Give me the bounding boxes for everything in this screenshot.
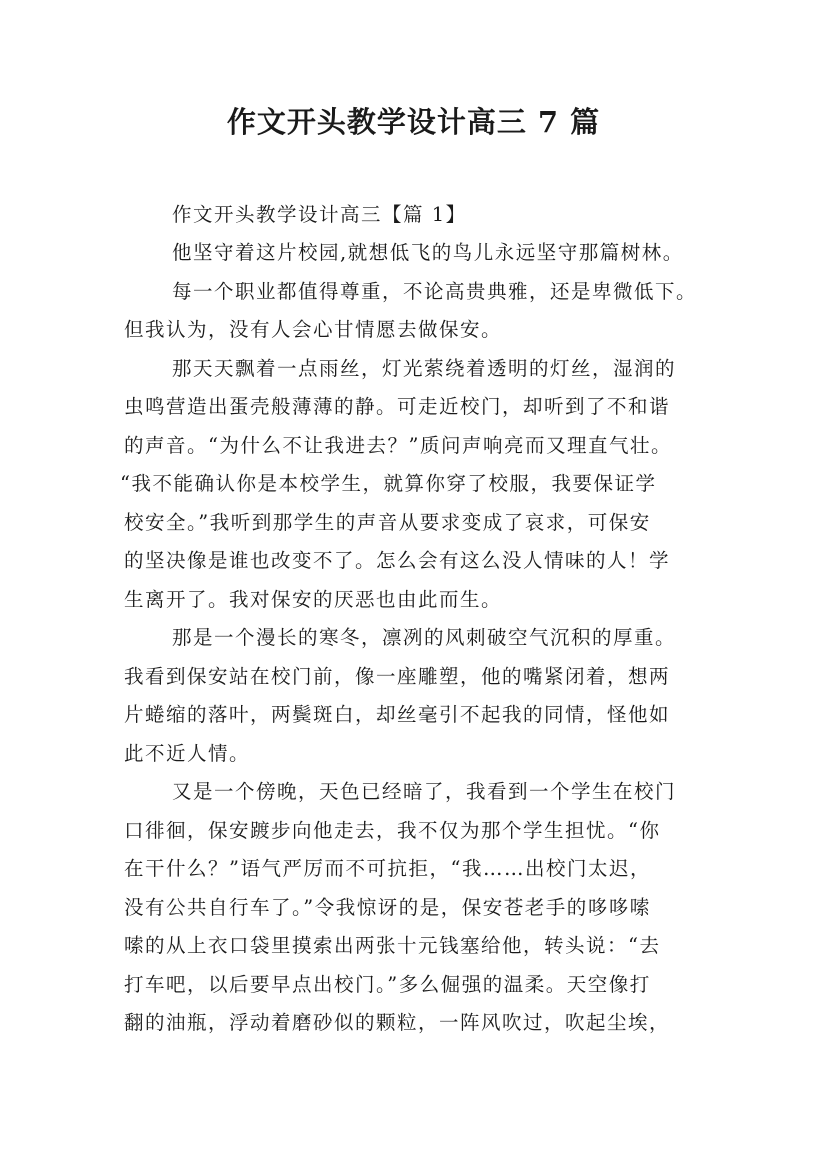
paragraph-line: 但我认为，没有人会心甘情愿去做保安。 [124,318,503,341]
paragraph-line: 片蜷缩的落叶，两鬓斑白，却丝毫引不起我的同情，怪他如 [124,703,671,726]
paragraph-line: 那是一个漫长的寒冬，凛冽的风刺破空气沉积的厚重。 [172,626,677,649]
paragraph-line: 在干什么？”语气严厉而不可抗拒，“我……出校门太迟， [124,857,651,880]
paragraph-line: 那天天飘着一点雨丝，灯光萦绕着透明的灯丝，湿润的 [172,357,677,380]
paragraph-line: “我不能确认你是本校学生，就算你穿了校服，我要保证学 [120,472,657,495]
paragraph-line: 每一个职业都值得尊重，不论高贵典雅，还是卑微低下。 [172,280,698,303]
paragraph-line: 生离开了。我对保安的厌恶也由此而生。 [124,588,503,611]
paragraph-line: 的声音。“为什么不让我进去？”质问声响亮而又理直气壮。 [124,434,672,457]
paragraph-line: 校安全。”我听到那学生的声音从要求变成了哀求，可保安 [124,511,651,534]
paragraph-line: 又是一个傍晚，天色已经暗了，我看到一个学生在校门 [172,780,677,803]
paragraph-line: 此不近人情。 [124,742,251,765]
paragraph-line: 打车吧，以后要早点出校门。”多么倔强的温柔。天空像打 [124,973,651,996]
document-title: 作文开头教学设计高三 7 篇 [226,105,601,139]
paragraph-line: 口徘徊，保安踱步向他走去，我不仅为那个学生担忧。“你 [124,819,661,842]
paragraph-line: 没有公共自行车了。”令我惊讶的是，保安苍老手的哆哆嗦 [124,896,651,919]
paragraph-line: 嗦的从上衣口袋里摸索出两张十元钱塞给他，转头说：“去 [124,934,661,957]
paragraph-line: 他坚守着这片校园,就想低飞的鸟儿永远坚守那篇树林。 [172,241,684,264]
paragraph-line: 我看到保安站在校门前，像一座雕塑，他的嘴紧闭着，想两 [124,665,671,688]
paragraph-line: 的坚决像是谁也改变不了。怎么会有这么没人情味的人！学 [124,549,671,572]
section-heading: 作文开头教学设计高三【篇 1】 [172,203,467,226]
paragraph-line: 虫鸣营造出蛋壳般薄薄的静。可走近校门，却听到了不和谐 [124,395,671,418]
paragraph-line: 翻的油瓶，浮动着磨砂似的颗粒，一阵风吹过，吹起尘埃， [124,1011,671,1034]
